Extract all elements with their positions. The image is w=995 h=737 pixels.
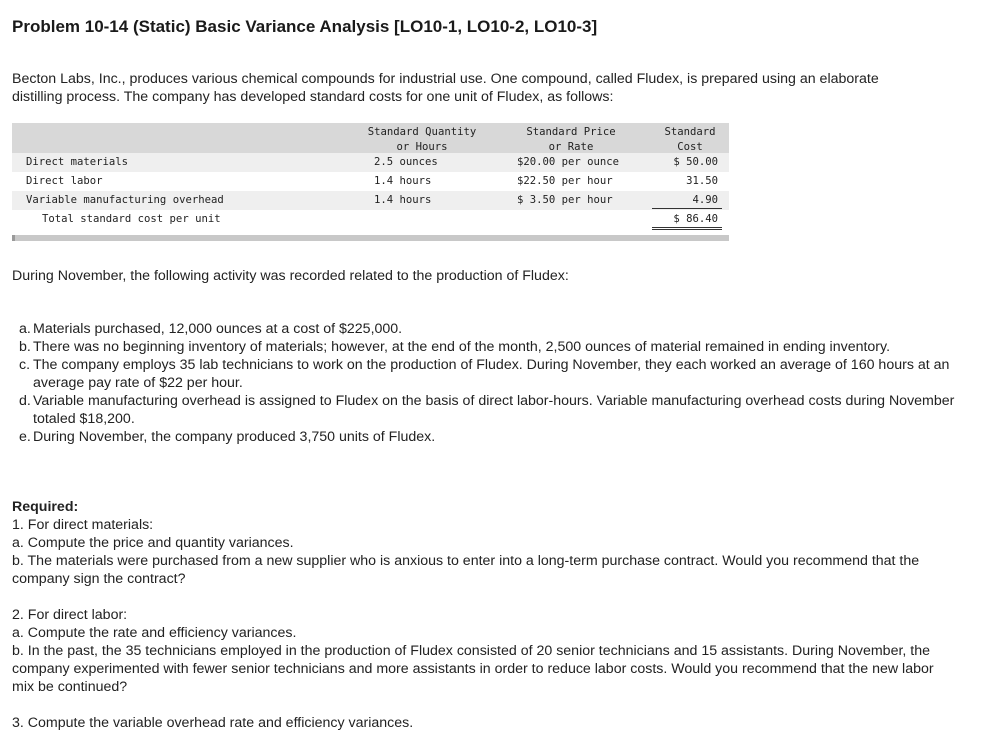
item-letter: e. [19, 429, 31, 445]
header-qty-line1: Standard Quantity [367, 126, 477, 138]
row-cost: 31.50 [686, 175, 718, 187]
problem-title: Problem 10-14 (Static) Basic Variance Analysis [LO10-1, LO10-2, LO10-3] [12, 17, 598, 36]
list-item [19, 356, 959, 392]
required-heading: Required: [12, 499, 79, 515]
question-1a: a. Compute the price and quantity variances. [12, 535, 294, 551]
standard-cost-table [12, 123, 729, 227]
table-row-variable-overhead [12, 191, 729, 210]
table-row-direct-labor [12, 172, 729, 191]
activity-intro: During November, the following activity was recorded related to the production of Fludex: [12, 268, 569, 284]
question-1b: b. The materials were purchased from a new supplier who is anxious to enter into a long-term purchase contract. Would you recommend that the company sign the contract? [12, 553, 920, 587]
table-bottom-bar [12, 235, 729, 241]
item-text: During November, the company produced 3,750 units of Fludex. [33, 429, 436, 445]
question-2: 2. For direct labor: [12, 607, 128, 623]
row-cost: $ 50.00 [673, 156, 718, 168]
item-letter: a. [19, 321, 31, 337]
item-text: The company employs 35 lab technicians to work on the production of Fludex. During November, they each worked an average of 160 hours at an average pay rate of $22 per hour. [33, 357, 950, 391]
total-label: Total standard cost per unit [42, 213, 221, 225]
item-text: Variable manufacturing overhead is assigned to Fludex on the basis of direct labor-hours. Variable manufacturing overhead costs during November totaled $18,200. [33, 393, 955, 427]
row-price: $20.00 per ounce [517, 156, 620, 168]
list-item [19, 392, 959, 428]
required-section [12, 498, 942, 732]
table-row-direct-materials [12, 153, 729, 172]
question-1: 1. For direct materials: [12, 517, 154, 533]
header-qty-line2: or Hours [396, 141, 448, 153]
row-cost: 4.90 [692, 194, 718, 206]
total-cost: $ 86.40 [673, 213, 718, 225]
item-text: Materials purchased, 12,000 ounces at a cost of $225,000. [33, 321, 403, 337]
row-qty: 2.5 ounces [374, 156, 438, 168]
row-price: $ 3.50 per hour [517, 194, 613, 206]
item-text: There was no beginning inventory of materials; however, at the end of the month, 2,500 ounces of material remained in ending inventory. [33, 339, 891, 355]
row-qty: 1.4 hours [374, 175, 432, 187]
item-letter: b. [19, 339, 31, 355]
table-row-total [12, 210, 729, 229]
header-price-line2: or Rate [548, 141, 594, 153]
row-label: Variable manufacturing overhead [26, 194, 224, 206]
row-label: Direct labor [26, 175, 103, 187]
list-item [19, 320, 959, 338]
list-item [19, 338, 959, 356]
question-2a: a. Compute the rate and efficiency variances. [12, 625, 297, 641]
question-2b: b. In the past, the 35 technicians employed in the production of Fludex consisted of 20 senior technicians and 15 assistants. During November, the company experimented with fewer senior technicians and more assistants in order to reduce labor costs. Would you recommend that the new labor mix be continued? [12, 643, 934, 695]
activity-list [19, 320, 959, 446]
row-price: $22.50 per hour [517, 175, 613, 187]
header-cost-line2: Cost [677, 141, 703, 153]
header-cost-line1: Standard [664, 126, 716, 138]
item-letter: c. [19, 357, 31, 373]
list-item [19, 428, 959, 446]
header-price-line1: Standard Price [526, 126, 616, 138]
question-3: 3. Compute the variable overhead rate and efficiency variances. [12, 715, 414, 731]
item-letter: d. [19, 393, 31, 409]
intro-paragraph: Becton Labs, Inc., produces various chemical compounds for industrial use. One compound, called Fludex, is prepared using an elaborate distilling process. The company has developed standard costs for one unit of Fludex, as follows: [12, 71, 879, 105]
row-label: Direct materials [26, 156, 129, 168]
total-double-underline [652, 227, 722, 230]
subtotal-underline [652, 208, 722, 209]
row-qty: 1.4 hours [374, 194, 432, 206]
